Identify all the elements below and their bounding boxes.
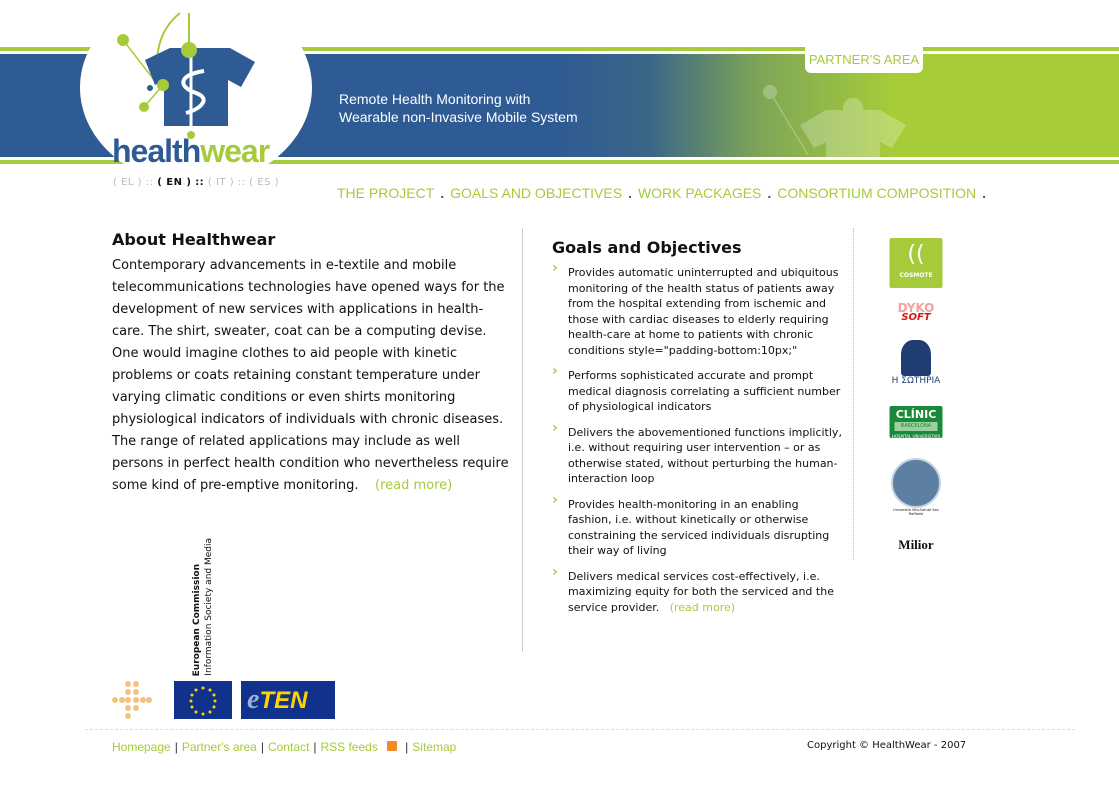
logo-text-wear: wear [200, 133, 270, 169]
clinic-label: CLÍNIC [895, 408, 937, 421]
ec-line-2: Information Society and Media [204, 538, 214, 676]
tagline [339, 90, 578, 126]
footer-partners-link[interactable]: Partner's area [181, 740, 257, 754]
column-divider [853, 228, 854, 560]
vitruvian-icon [891, 458, 941, 508]
language-switcher [113, 177, 279, 188]
nav-dot: . [767, 185, 772, 201]
lang-separator: :: [195, 177, 205, 188]
lang-separator: :: [237, 177, 246, 188]
nav-dot: . [440, 185, 445, 201]
eten-logo[interactable] [241, 681, 335, 719]
eu-flag-icon[interactable] [174, 681, 232, 719]
ec-line-1: European Commission [192, 563, 202, 676]
european-commission-label [192, 518, 222, 676]
goal-item: › Delivers the abovementioned functions implicitly, i.e. without requiring user intervention – or as otherwise stated, without perturbing the human-interaction loop [552, 425, 842, 487]
cosmote-label: COSMOTE [899, 272, 933, 279]
nav-goals[interactable]: GOALS AND OBJECTIVES [450, 185, 623, 201]
ghost-shirt-icon [760, 80, 920, 160]
goals-read-more-link[interactable]: (read more) [669, 600, 736, 614]
main-nav [337, 185, 986, 201]
healthwear-logo[interactable] [108, 5, 288, 169]
goal-item [552, 569, 842, 616]
goal-item: › Provides health-monitoring in an enabling fashion, i.e. without kinetically or otherwise constraining the serviced individuals disrupting their way of living [552, 497, 842, 559]
dykosoft-logo[interactable] [884, 301, 948, 323]
eten-e: e [247, 684, 260, 715]
nav-consortium[interactable]: CONSORTIUM COMPOSITION [777, 185, 977, 201]
eten-label: TEN [259, 687, 308, 714]
footer-rss-link[interactable]: RSS feeds [320, 740, 378, 754]
logo-text-health: health [112, 133, 201, 169]
about-title: About Healthwear [112, 230, 276, 249]
nav-work-packages[interactable]: WORK PACKAGES [637, 185, 762, 201]
dyko-label: DYKO [897, 301, 935, 315]
lang-es[interactable]: ( ES ) [249, 177, 280, 188]
goals-title: Goals and Objectives [552, 238, 742, 257]
rss-icon[interactable] [387, 741, 397, 751]
unisr-logo[interactable] [889, 458, 943, 516]
footer-homepage-link[interactable]: Homepage [112, 740, 171, 754]
partners-area-tab[interactable]: PARTNER'S AREA [805, 47, 923, 73]
footer-links: Homepage | Partner's area | Contact | RSS feeds | Sitemap [112, 740, 457, 754]
lang-separator: :: [145, 177, 154, 188]
goals-section [552, 238, 842, 625]
lang-el[interactable]: ( EL ) [113, 177, 143, 188]
footer-contact-link[interactable]: Contact [267, 740, 310, 754]
clinic-logo[interactable] [890, 406, 943, 438]
nav-dot: . [982, 185, 987, 201]
about-text: Contemporary advancements in e-textile and mobile telecommunications technologies have opened ways for the development of new services with applications in health-care. The shirt, sweater, coat can be a computing devise. One would imagine clothes to aid people with kinetic problems or coats retaining constant temperature under varying climatic conditions or even shirts monitoring physiological indicators of individuals with chronic diseases. The range of related applications may include as well persons in perfect health condition who nevertheless require some kind of pre-emptive monitoring. [112, 258, 509, 493]
goal-item: › Performs sophisticated accurate and prompt medical diagnosis correlating a sufficient number of physiological indicators [552, 368, 842, 415]
goal-item: › Provides automatic uninterrupted and ubiquitous monitoring of the health status of patients away from the hospital extending from ischemic and those with cardiac diseases to elderly requiring health-care at home to patients with chronic conditions style="padding-bottom:10px;" [552, 265, 842, 358]
clinic-sub: BARCELONA [895, 422, 938, 431]
sotiria-logo[interactable] [889, 340, 943, 392]
soft-label: SOFT [901, 312, 931, 323]
nav-dot: . [628, 185, 632, 201]
milior-logo[interactable]: Milior [898, 537, 934, 552]
nav-the-project[interactable]: THE PROJECT [337, 185, 435, 201]
lang-en[interactable]: ( EN ) [157, 177, 192, 188]
tagline-line-2: Wearable non-Invasive Mobile System [339, 109, 578, 125]
footer-divider [85, 729, 1075, 730]
tagline-line-1: Remote Health Monitoring with [339, 91, 531, 107]
lang-it[interactable]: ( IT ) [207, 177, 235, 188]
clinic-sub2: HOSPITAL UNIVERSITARI [891, 434, 941, 439]
unisr-label: Università Vita-Salute San Raffaele [893, 508, 939, 516]
copyright: Copyright © HealthWear - 2007 [807, 740, 967, 751]
about-read-more-link[interactable]: (read more) [375, 478, 453, 493]
footer-sitemap-link[interactable]: Sitemap [412, 740, 457, 754]
sotiria-label: Η ΣΩΤΗΡΙΑ [891, 376, 941, 386]
cosmote-icon: (( [907, 242, 925, 267]
column-divider [522, 228, 523, 652]
cosmote-logo[interactable] [890, 238, 943, 288]
goal-item-text: Delivers medical services cost-effectively, i.e. maximizing equity for both the serviced and the service provider. [568, 569, 834, 614]
about-section [112, 230, 512, 497]
cross-dots-icon [112, 681, 152, 719]
portrait-icon [901, 340, 931, 376]
